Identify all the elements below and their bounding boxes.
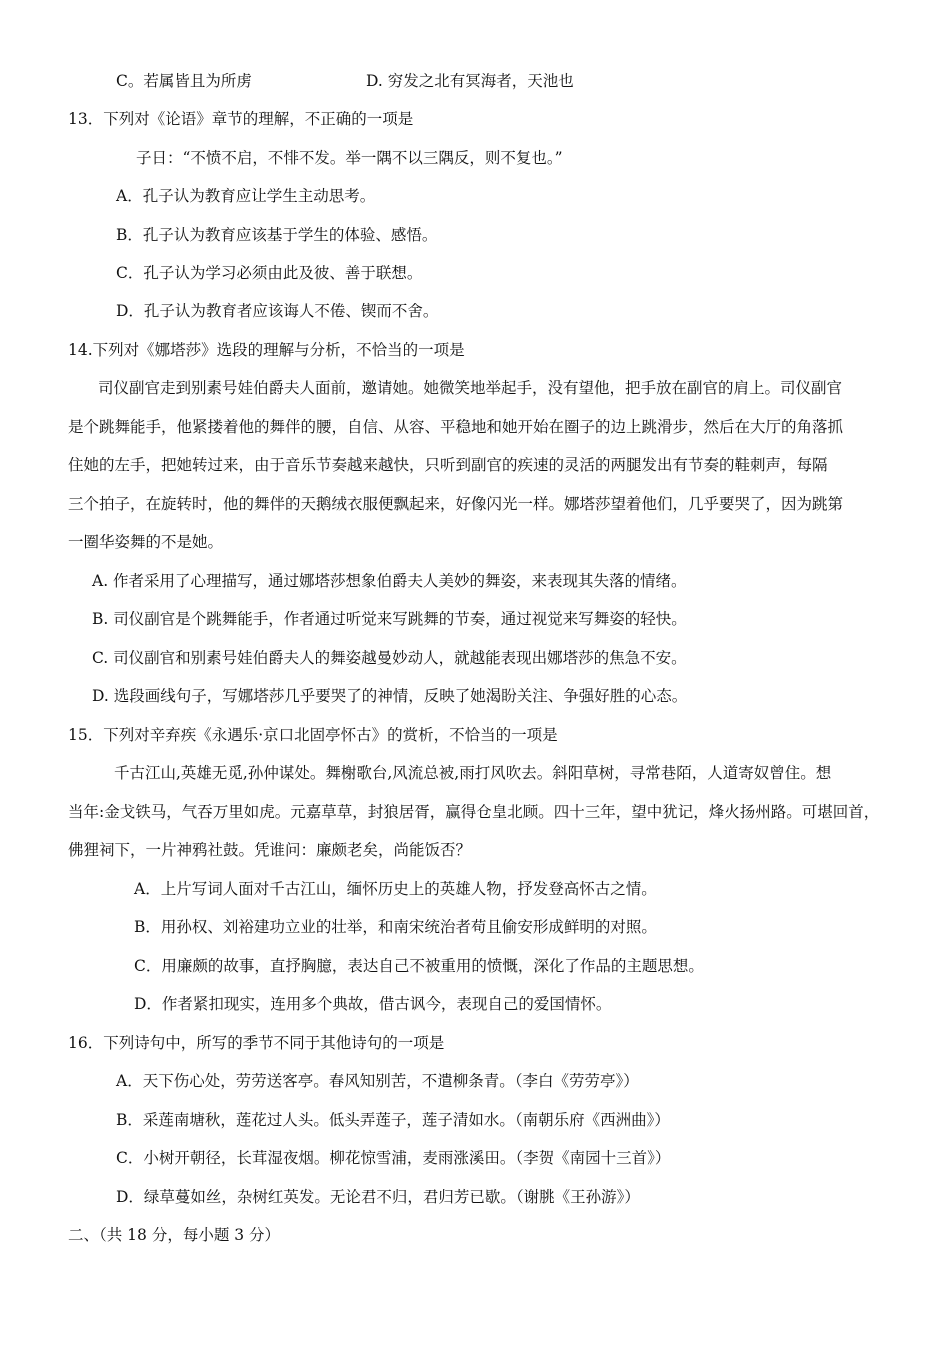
q13-quote: 子日：“不愤不启，不悱不发。举一隅不以三隅反，则不复也。”: [136, 149, 563, 167]
q16-option-d: D．绿草蔓如丝，杂树红英发。无论君不归，君归芳已歇。（谢朓《王孙游》）: [116, 1188, 640, 1206]
q13-option-a: A．孔子认为教育应让学生主动思考。: [116, 187, 376, 205]
q14-passage-line: 一圈华姿舞的不是她。: [68, 533, 224, 551]
q14-option-d: D. 选段画线句子，写娜塔莎几乎要哭了的神情，反映了她渴盼关注、争强好胜的心态。: [92, 687, 688, 705]
q16-option-a: A．天下伤心处，劳劳送客亭。春风知别苦，不遣柳条青。（李白《劳劳亭》）: [116, 1072, 639, 1090]
q14-passage-line: 三个拍子，在旋转时，他的舞伴的天鹅绒衣服便飘起来，好像闪光一样。娜塔莎望着他们，几乎要哭了，因为跳第: [68, 495, 844, 513]
q12-option-d: D. 穷发之北有冥海者，天池也: [366, 72, 574, 90]
q13-option-c: C．孔子认为学习必须由此及彼、善于联想。: [116, 264, 423, 282]
q14-passage-line: 是个跳舞能手，他紧搂着他的舞伴的腰，自信、从容、平稳地和她开始在圈子的边上跳滑步，然后在大厅的角落抓: [68, 418, 844, 436]
q13-option-d: D．孔子认为教育者应该诲人不倦、锲而不舍。: [116, 302, 439, 320]
q16-option-b: B．采莲南塘秋，莲花过人头。低头弄莲子，莲子清如水。（南朝乐府《西洲曲》）: [116, 1111, 670, 1129]
q15-poem-line: 佛狸祠下，一片神鸦社鼓。凭谁问：廉颇老矣，尚能饭否？: [68, 841, 472, 859]
q15-poem-line: 千古江山,英雄无觅,孙仲谋处。舞榭歌台,风流总被,雨打风吹去。斜阳草树，寻常巷陌，人道寄奴曾住。想: [114, 764, 832, 782]
q13-stem: 13．下列对《论语》章节的理解，不正确的一项是: [68, 110, 414, 128]
q14-option-b: B. 司仪副官是个跳舞能手，作者通过听觉来写跳舞的节奏，通过视觉来写舞姿的轻快。: [92, 610, 687, 628]
q14-stem: 14.下列对《娜塔莎》选段的理解与分析，不恰当的一项是: [68, 341, 465, 359]
q14-option-c: C. 司仪副官和别素号娃伯爵夫人的舞姿越曼妙动人，就越能表现出娜塔莎的焦急不安。: [92, 649, 687, 667]
q15-stem: 15．下列对辛弃疾《永遇乐·京口北固亭怀古》的赏析，不恰当的一项是: [68, 726, 558, 744]
q13-option-b: B．孔子认为教育应该基于学生的体验、感悟。: [116, 226, 438, 244]
q14-passage-line: 住她的左手，把她转过来，由于音乐节奏越来越快，只听到副官的疾速的灵活的两腿发出有节奏的鞋刺声，每隔: [68, 456, 828, 474]
q12-option-c: C。若属皆且为所虏: [116, 72, 252, 90]
q16-option-c: C．小树开朝径，长茸湿夜烟。柳花惊雪浦，麦雨涨溪田。（李贺《南园十三首》）: [116, 1149, 671, 1167]
q14-option-a: A. 作者采用了心理描写，通过娜塔莎想象伯爵夫人美妙的舞姿，来表现其失落的情绪。: [92, 572, 687, 590]
q15-option-c: C．用廉颇的故事，直抒胸臆，表达自己不被重用的愤慨，深化了作品的主题思想。: [134, 957, 704, 975]
q15-option-b: B．用孙权、刘裕建功立业的壮举，和南宋统治者苟且偷安形成鲜明的对照。: [134, 918, 657, 936]
section-2-heading: 二、（共 18 分，每小题 3 分）: [68, 1226, 281, 1244]
q15-option-d: D．作者紧扣现实，连用多个典故，借古讽今，表现自己的爱国情怀。: [134, 995, 612, 1013]
q15-poem-line: 当年:金戈铁马，气吞万里如虎。元嘉草草，封狼居胥，赢得仓皇北顾。四十三年，望中犹记，烽火扬州路。可堪回首，: [68, 803, 880, 821]
q14-passage-line: 司仪副官走到别素号娃伯爵夫人面前，邀请她。她微笑地举起手，没有望他，把手放在副官的肩上。司仪副官: [98, 379, 843, 397]
q15-option-a: A．上片写词人面对千古江山，缅怀历史上的英雄人物，抒发登高怀古之情。: [134, 880, 657, 898]
q16-stem: 16．下列诗句中，所写的季节不同于其他诗句的一项是: [68, 1034, 445, 1052]
